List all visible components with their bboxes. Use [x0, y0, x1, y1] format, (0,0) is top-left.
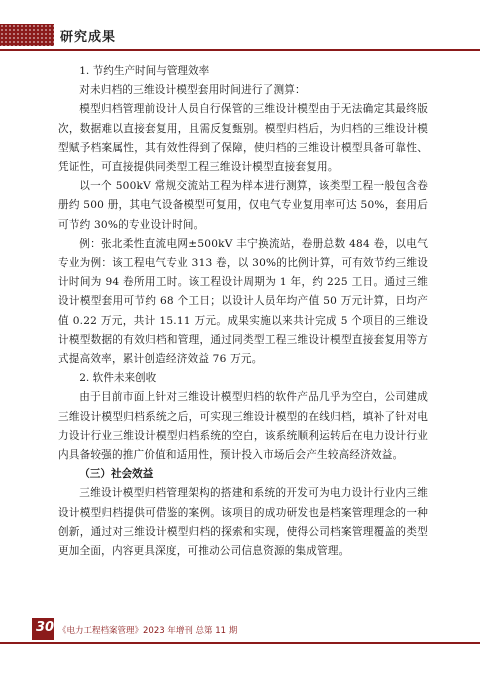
paragraph-social: 三维设计模型归档管理架构的搭建和系统的开发可为电力设计行业内三维设计模型归档提供可借鉴的案例。该项目的成功研发也是档案管理理念的一种创新，通过对三维设计模型归档的探索和实现，使得公司档案管理覆盖的类型更加全面，内容更具深度，可推动公司信息资源的集成管理。 [58, 487, 428, 558]
header-divider [0, 49, 480, 51]
paragraph-intro: 对未归档的三维设计模型套用时间进行了测算： [79, 84, 306, 97]
page-number: 30 [36, 620, 55, 635]
section-title: 研究成果 [60, 30, 117, 45]
paragraph-example: 例：张北柔性直流电网±500kV 丰宁换流站，卷册总数 484 卷，以电气专业为例：该工程电气专业 313 卷，以 30%的比例计算，可有效节约三维设计时间为 94 卷所用工时。该工程设计周期为 1 年，约 225 工日。通过三维设计模型套用可节约 68 个工日；以设计人员年均产值 50 万元计算，日均产值 0.22 万元，共计 15.11 万元。成果实施以来共计完成 5 个项目的三维设计模型数据的有效归档和管理，通过同类型工程三维设计模型直接套复用等方式提高效率，累计创造经济效益 76 万元。 [58, 237, 428, 366]
paragraph-sample-calculation: 以一个 500kV 常规交流站工程为样本进行测算，该类型工程一般包含卷册约 500 册，其电气设备模型可复用，仅电气专业复用率可达 50%，套用后可节约 30%的专业设计时间。 [58, 180, 428, 231]
page-footer [0, 612, 480, 652]
footer-divider [0, 642, 480, 644]
subheading-social-benefit: （三）社会效益 [79, 468, 154, 481]
journal-citation: 《电力工程档案管理》2023 年增刊 总第 11 期 [58, 626, 238, 636]
subheading-time-efficiency: 1. 节约生产时间与管理效率 [79, 65, 210, 77]
page-header [0, 0, 480, 56]
paragraph-software: 由于目前市面上针对三维设计模型归档的软件产品几乎为空白，公司建成三维设计模型归档系统之后，可实现三维设计模型的在线归档，填补了针对电力设计行业三维设计模型归档系统的空白，该系统顺利运转后在电力设计行业内具备较强的推广价值和适用性，预计投入市场后会产生较高经济效益。 [58, 391, 428, 462]
subheading-software-revenue: 2. 软件未来创收 [79, 372, 157, 385]
header-accent-block [0, 24, 54, 46]
article-body [58, 62, 428, 561]
paragraph-archiving-benefit: 模型归档管理前设计人员自行保管的三维设计模型由于无法确定其最终版次，数据难以直接套复用，且需反复甄别。模型归档后，为归档的三维设计模型赋予档案属性，其有效性得到了保障，使归档的三维设计模型具备可靠性、凭证性，可直接提供同类型工程三维设计模型直接套复用。 [58, 103, 428, 174]
